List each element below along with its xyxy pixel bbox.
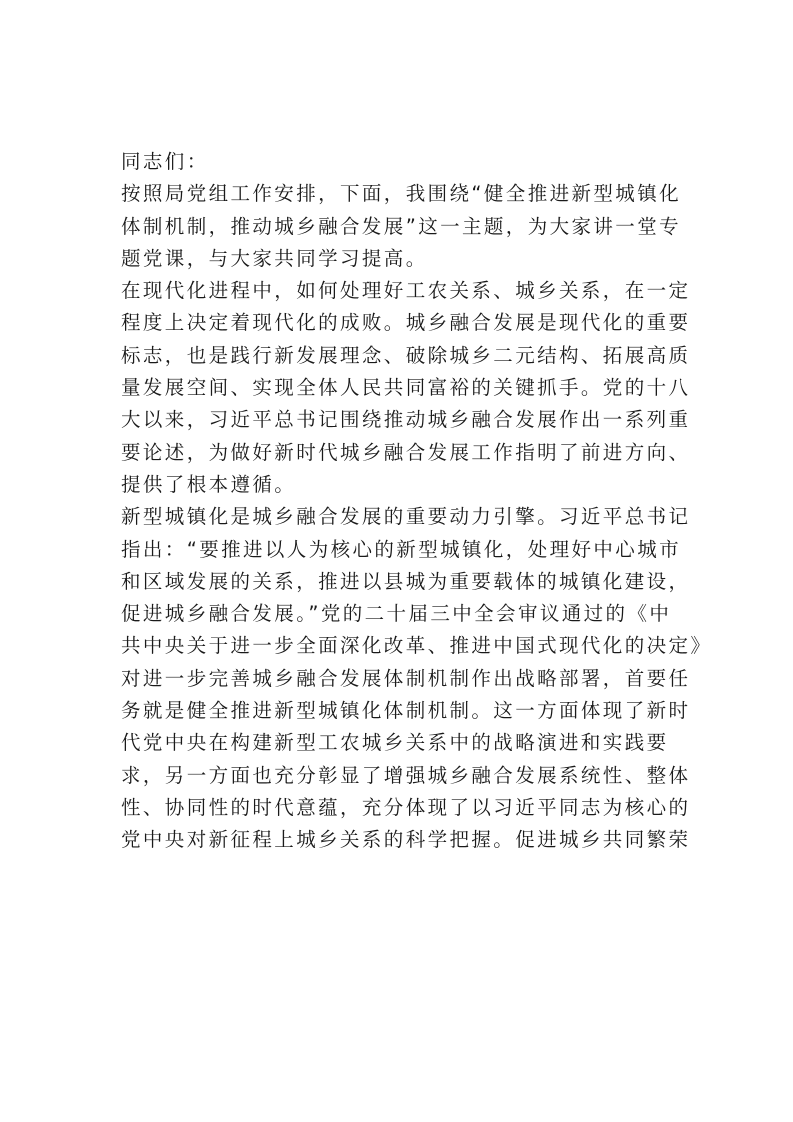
text-line: 大以来，习近平总书记围绕推动城乡融合发展作出一系列重 (121, 408, 691, 432)
text-line: 代党中央在构建新型工农城乡关系中的战略演进和实践要 (121, 731, 669, 755)
document-body (121, 146, 713, 857)
text-line: 求，另一方面也充分彰显了增强城乡融合发展系统性、整体 (121, 763, 691, 787)
text-line: 题党课，与大家共同学习提高。 (121, 246, 428, 270)
text-line: 在现代化进程中，如何处理好工农关系、城乡关系，在一定 (121, 279, 691, 303)
text-line: 党中央对新征程上城乡关系的科学把握。促进城乡共同繁荣 (121, 828, 691, 852)
text-line: 和区域发展的关系，推进以县城为重要载体的城镇化建设， (121, 569, 691, 593)
text-line: 对进一步完善城乡融合发展体制机制作出战略部署，首要任 (121, 666, 691, 690)
text-line: 按照局党组工作安排，下面，我围绕“健全推进新型城镇化 (121, 182, 682, 206)
text-line: 指出：“要推进以人为核心的新型城镇化，处理好中心城市 (121, 537, 682, 561)
text-line: 标志，也是践行新发展理念、破除城乡二元结构、拓展高质 (121, 343, 691, 367)
text-line: 体制机制，推动城乡融合发展”这一主题，为大家讲一堂专 (121, 214, 682, 238)
text-line: 共中央关于进一步全面深化改革、推进中国式现代化的决定》 (121, 634, 713, 658)
salutation: 同志们： (121, 150, 209, 173)
text-line: 要论述，为做好新时代城乡融合发展工作指明了前进方向、 (121, 440, 691, 464)
text-line: 提供了根本遵循。 (121, 472, 297, 496)
text-line: 程度上决定着现代化的成败。城乡融合发展是现代化的重要 (121, 311, 691, 335)
text-line: 性、协同性的时代意蕴，充分体现了以习近平同志为核心的 (121, 795, 691, 819)
text-line: 量发展空间、实现全体人民共同富裕的关键抓手。党的十八 (121, 376, 691, 400)
text-line: 促进城乡融合发展。”党的二十届三中全会审议通过的《中 (121, 602, 672, 626)
text-line: 务就是健全推进新型城镇化体制机制。这一方面体现了新时 (121, 699, 691, 723)
text-line: 新型城镇化是城乡融合发展的重要动力引擎。习近平总书记 (121, 505, 691, 529)
